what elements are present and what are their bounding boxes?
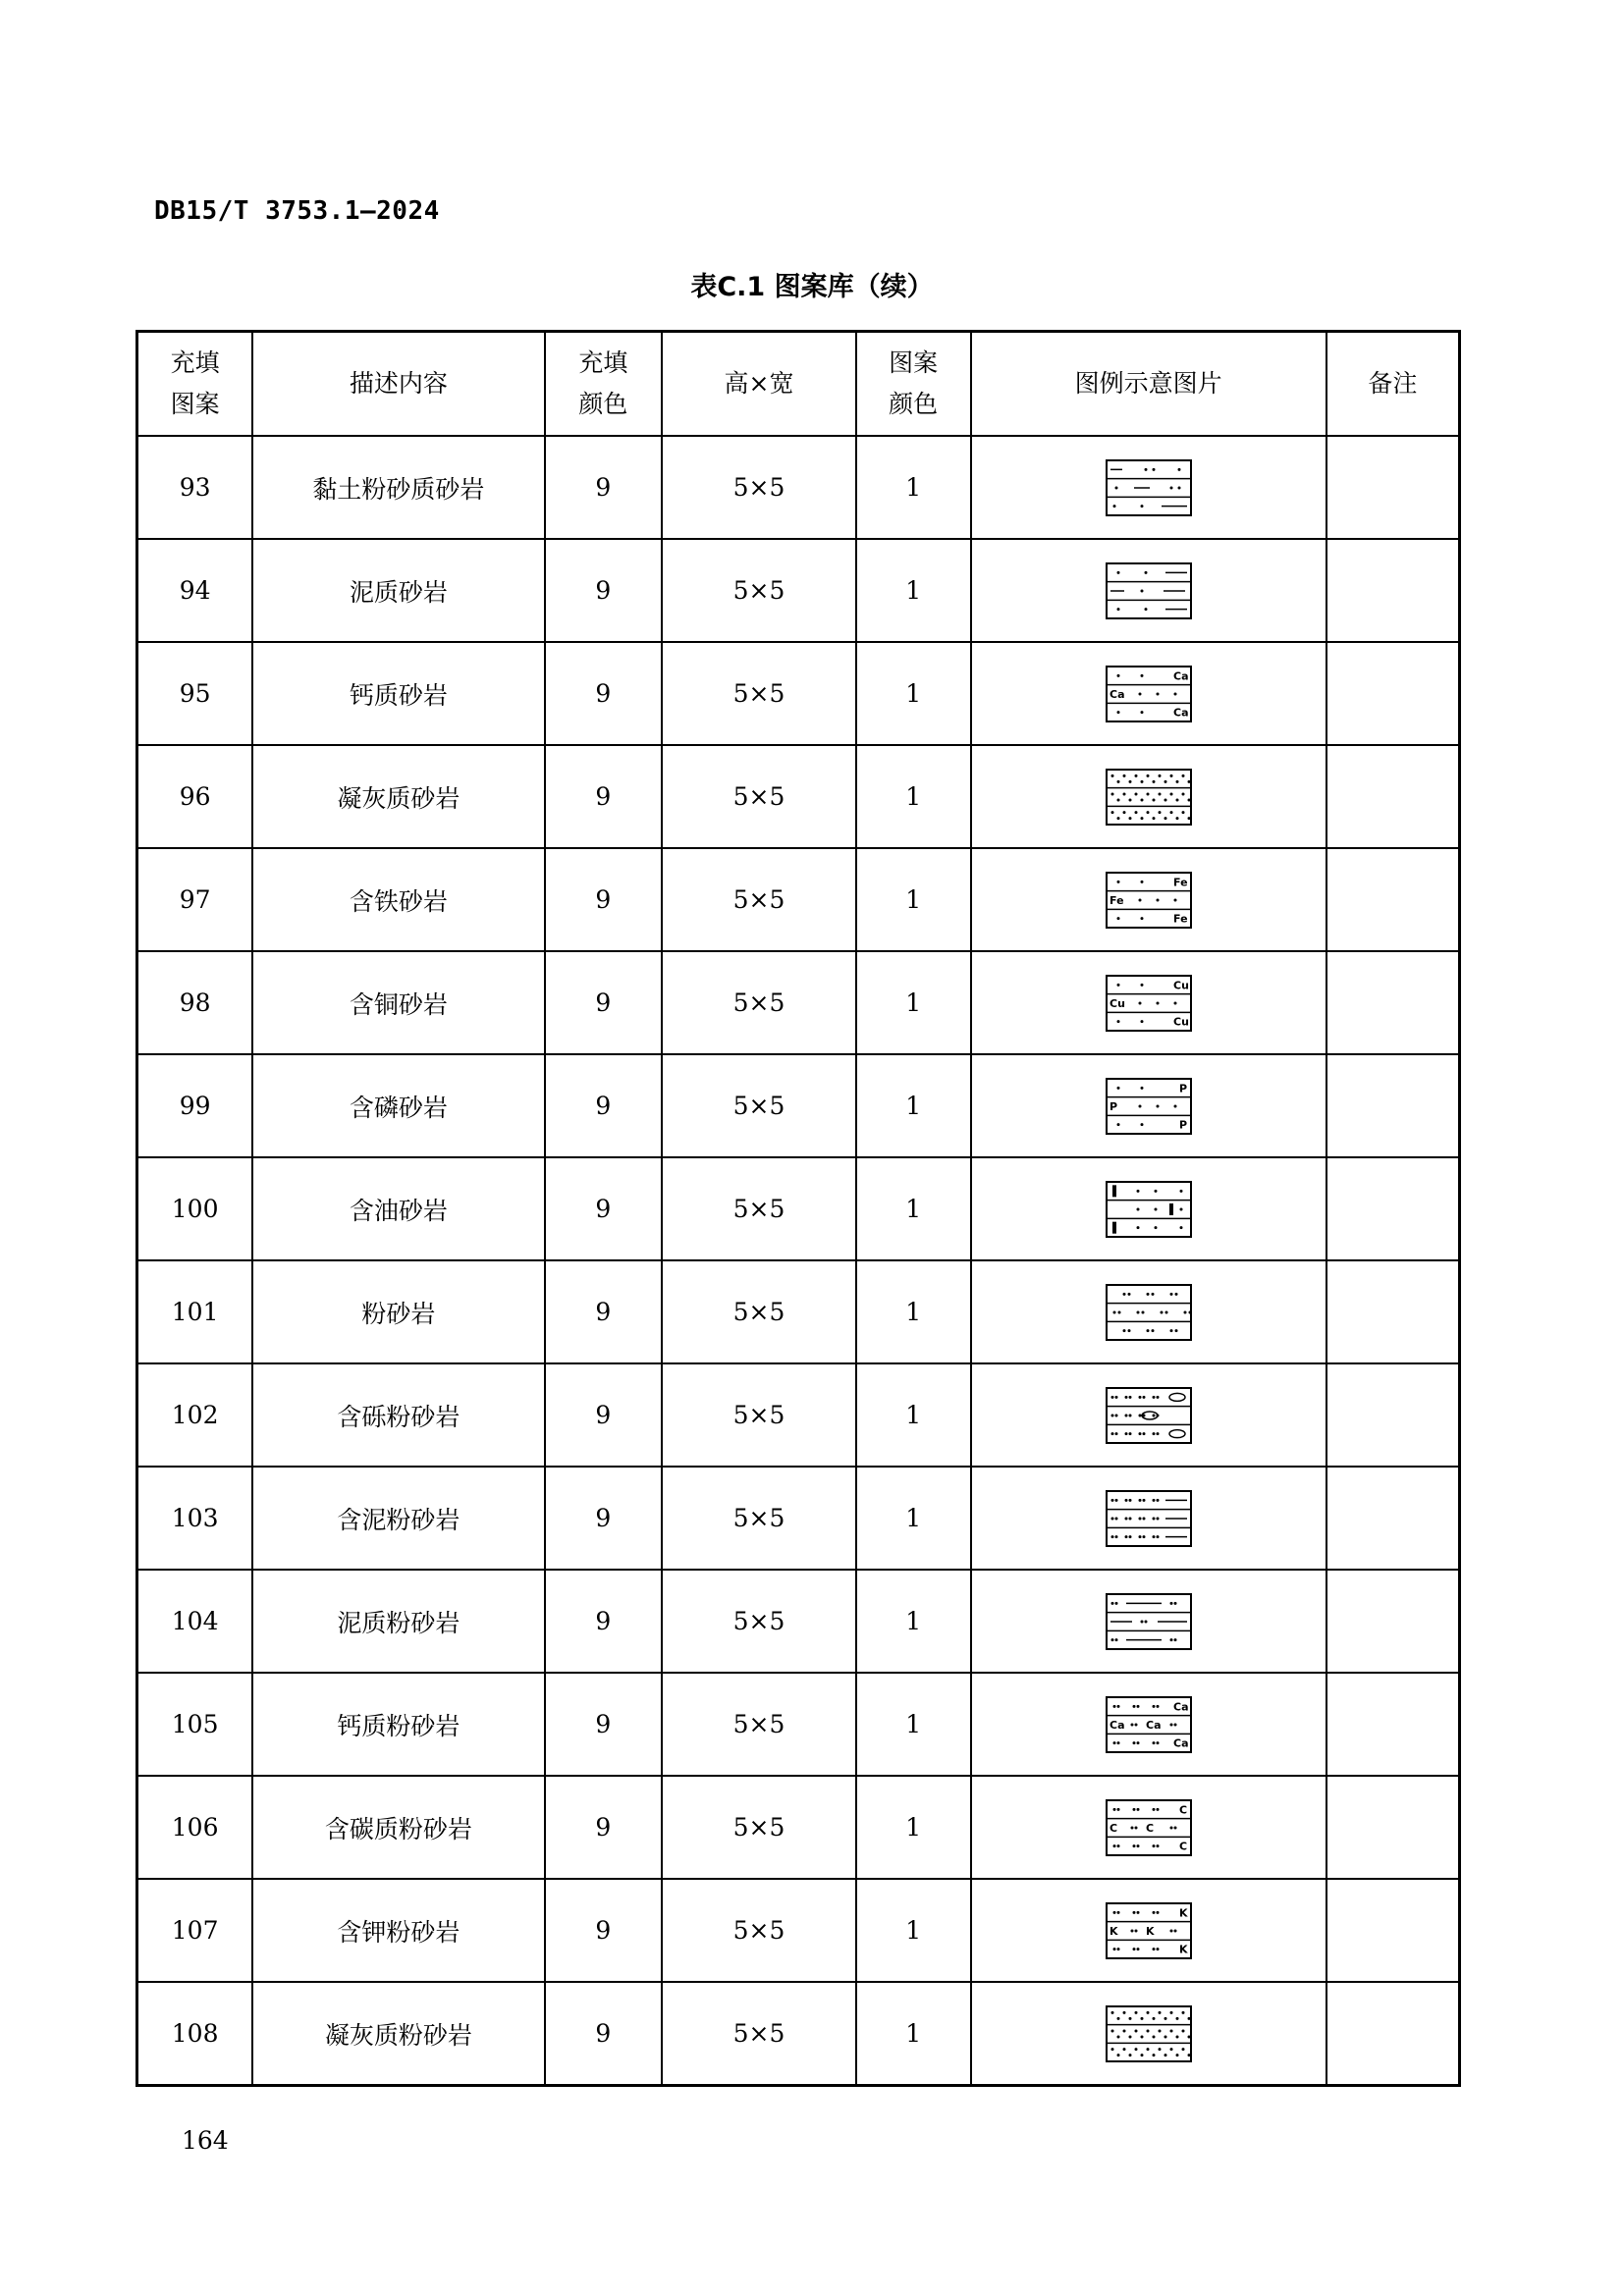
row-id: 95 [137,642,253,745]
row-pattern-color: 1 [856,951,971,1054]
row-fill-color: 9 [545,436,663,539]
phosphatic-sandstone-pattern-icon [1106,1078,1192,1135]
legend-cell [971,951,1326,1054]
row-pattern-color: 1 [856,848,971,951]
row-remark [1326,951,1460,1054]
copper-sandstone-pattern-icon [1106,975,1192,1032]
row-id: 107 [137,1879,253,1982]
argillaceous-siltstone-pattern-icon [1106,1593,1192,1650]
legend-cell [971,1776,1326,1879]
row-size: 5×5 [662,1260,856,1363]
row-description: 钙质粉砂岩 [252,1673,544,1776]
carbonaceous-siltstone-pattern-icon [1106,1799,1192,1856]
row-remark [1326,1776,1460,1879]
svg-text:K: K [1178,1943,1188,1956]
row-id: 96 [137,745,253,848]
table-row [137,1260,1460,1363]
row-pattern-color: 1 [856,1982,971,2086]
svg-text:P: P [1178,1118,1187,1132]
row-fill-color: 9 [545,1879,663,1982]
table-row [137,642,1460,745]
table-row [137,745,1460,848]
table-row [137,951,1460,1054]
row-fill-color: 9 [545,1363,663,1467]
row-description: 钙质砂岩 [252,642,544,745]
row-remark [1326,1673,1460,1776]
row-id: 99 [137,1054,253,1157]
row-size: 5×5 [662,1467,856,1570]
gravelly-siltstone-pattern-icon [1106,1387,1192,1444]
row-remark [1326,1260,1460,1363]
svg-text:K: K [1178,1905,1188,1919]
row-pattern-color: 1 [856,1570,971,1673]
row-description: 凝灰质砂岩 [252,745,544,848]
svg-text:K: K [1145,1924,1155,1938]
row-fill-color: 9 [545,1982,663,2086]
row-size: 5×5 [662,436,856,539]
row-pattern-color: 1 [856,436,971,539]
svg-text:Ca: Ca [1109,1718,1125,1732]
row-description: 含磷砂岩 [252,1054,544,1157]
tuffaceous-siltstone-pattern-icon [1106,2005,1192,2062]
table-row [137,1467,1460,1570]
row-remark [1326,1157,1460,1260]
legend-cell [971,436,1326,539]
row-id: 98 [137,951,253,1054]
document-code: DB15/T 3753.1—2024 [154,196,440,226]
col-header-description: 描述内容 [252,332,544,437]
row-remark [1326,436,1460,539]
svg-text:P: P [1109,1099,1117,1113]
row-fill-color: 9 [545,951,663,1054]
row-fill-color: 9 [545,1467,663,1570]
svg-text:Fe: Fe [1172,912,1188,926]
svg-text:C: C [1178,1802,1187,1816]
row-fill-color: 9 [545,1157,663,1260]
table-row [137,1363,1460,1467]
row-pattern-color: 1 [856,1467,971,1570]
row-fill-color: 9 [545,745,663,848]
table-row [137,1570,1460,1673]
row-description: 含碳质粉砂岩 [252,1776,544,1879]
svg-text:K: K [1109,1924,1118,1938]
row-description: 含泥粉砂岩 [252,1467,544,1570]
legend-cell [971,642,1326,745]
legend-cell [971,1467,1326,1570]
row-id: 108 [137,1982,253,2086]
row-size: 5×5 [662,1054,856,1157]
pattern-library-table [135,330,1461,2087]
svg-text:Cu: Cu [1172,1015,1189,1029]
row-id: 101 [137,1260,253,1363]
table-row [137,1157,1460,1260]
row-size: 5×5 [662,539,856,642]
table-header-row [137,332,1460,437]
svg-text:C: C [1145,1821,1154,1835]
row-pattern-color: 1 [856,1879,971,1982]
calcareous-siltstone-pattern-icon [1106,1696,1192,1753]
table-row [137,1673,1460,1776]
row-size: 5×5 [662,1879,856,1982]
row-id: 93 [137,436,253,539]
row-description: 含钾粉砂岩 [252,1879,544,1982]
row-size: 5×5 [662,1673,856,1776]
row-description: 含油砂岩 [252,1157,544,1260]
row-size: 5×5 [662,745,856,848]
ferruginous-sandstone-pattern-icon [1106,872,1192,929]
table-row [137,1054,1460,1157]
svg-text:Ca: Ca [1172,1736,1189,1750]
table-row [137,539,1460,642]
row-remark [1326,848,1460,951]
legend-cell [971,848,1326,951]
row-pattern-color: 1 [856,1673,971,1776]
svg-text:Fe: Fe [1109,893,1124,907]
siltstone-pattern-icon [1106,1284,1192,1341]
table-caption: 表C.1 图案库（续） [690,272,934,302]
svg-text:Cu: Cu [1172,978,1189,991]
oil-sandstone-pattern-icon [1106,1181,1192,1238]
col-header-fill-pattern: 充填 图案 [137,332,253,437]
row-size: 5×5 [662,951,856,1054]
legend-cell [971,1157,1326,1260]
row-remark [1326,1570,1460,1673]
legend-cell [971,1260,1326,1363]
row-fill-color: 9 [545,1776,663,1879]
svg-text:Fe: Fe [1172,875,1188,888]
row-fill-color: 9 [545,539,663,642]
row-remark [1326,539,1460,642]
row-description: 含铜砂岩 [252,951,544,1054]
row-id: 106 [137,1776,253,1879]
row-description: 泥质砂岩 [252,539,544,642]
row-description: 含铁砂岩 [252,848,544,951]
row-fill-color: 9 [545,848,663,951]
page-number: 164 [182,2126,229,2155]
legend-cell [971,1982,1326,2086]
row-remark [1326,1982,1460,2086]
table-row [137,848,1460,951]
clay-silty-sandstone-pattern-icon [1106,459,1192,516]
row-id: 97 [137,848,253,951]
row-pattern-color: 1 [856,1157,971,1260]
row-description: 黏土粉砂质砂岩 [252,436,544,539]
row-pattern-color: 1 [856,1776,971,1879]
tuffaceous-sandstone-pattern-icon [1106,769,1192,826]
row-pattern-color: 1 [856,539,971,642]
col-header-pattern-color: 图案 颜色 [856,332,971,437]
row-size: 5×5 [662,1363,856,1467]
potassic-siltstone-pattern-icon [1106,1902,1192,1959]
calcareous-sandstone-pattern-icon [1106,666,1192,722]
svg-text:P: P [1178,1081,1187,1095]
row-fill-color: 9 [545,642,663,745]
table-row [137,1879,1460,1982]
legend-cell [971,1673,1326,1776]
row-remark [1326,1054,1460,1157]
svg-text:Ca: Ca [1172,1699,1189,1713]
row-fill-color: 9 [545,1673,663,1776]
svg-text:Ca: Ca [1172,706,1189,720]
row-pattern-color: 1 [856,1363,971,1467]
table-row [137,436,1460,539]
row-size: 5×5 [662,1570,856,1673]
table-row [137,1982,1460,2086]
col-header-fill-color: 充填 颜色 [545,332,663,437]
row-id: 104 [137,1570,253,1673]
svg-text:Cu: Cu [1109,996,1125,1010]
muddy-sandstone-pattern-icon [1106,562,1192,619]
row-description: 粉砂岩 [252,1260,544,1363]
legend-cell [971,1570,1326,1673]
muddy-siltstone-pattern-icon [1106,1490,1192,1547]
row-remark [1326,642,1460,745]
row-id: 103 [137,1467,253,1570]
row-id: 94 [137,539,253,642]
row-size: 5×5 [662,848,856,951]
row-pattern-color: 1 [856,745,971,848]
svg-text:C: C [1109,1821,1117,1835]
row-size: 5×5 [662,1776,856,1879]
row-pattern-color: 1 [856,1054,971,1157]
row-fill-color: 9 [545,1570,663,1673]
legend-cell [971,1054,1326,1157]
legend-cell [971,1879,1326,1982]
row-remark [1326,1363,1460,1467]
row-pattern-color: 1 [856,1260,971,1363]
legend-cell [971,1363,1326,1467]
legend-cell [971,745,1326,848]
svg-text:Ca: Ca [1145,1718,1162,1732]
row-id: 100 [137,1157,253,1260]
col-header-height-width: 高×宽 [662,332,856,437]
row-remark [1326,1879,1460,1982]
table-row [137,1776,1460,1879]
row-id: 102 [137,1363,253,1467]
row-fill-color: 9 [545,1054,663,1157]
row-fill-color: 9 [545,1260,663,1363]
row-pattern-color: 1 [856,642,971,745]
row-size: 5×5 [662,1157,856,1260]
col-header-legend-image: 图例示意图片 [971,332,1326,437]
row-size: 5×5 [662,1982,856,2086]
row-size: 5×5 [662,642,856,745]
svg-text:C: C [1178,1840,1187,1853]
row-id: 105 [137,1673,253,1776]
row-remark [1326,1467,1460,1570]
row-description: 泥质粉砂岩 [252,1570,544,1673]
row-description: 含砾粉砂岩 [252,1363,544,1467]
row-remark [1326,745,1460,848]
row-description: 凝灰质粉砂岩 [252,1982,544,2086]
legend-cell [971,539,1326,642]
svg-text:Ca: Ca [1172,668,1189,682]
svg-text:Ca: Ca [1109,687,1125,701]
col-header-remark: 备注 [1326,332,1460,437]
